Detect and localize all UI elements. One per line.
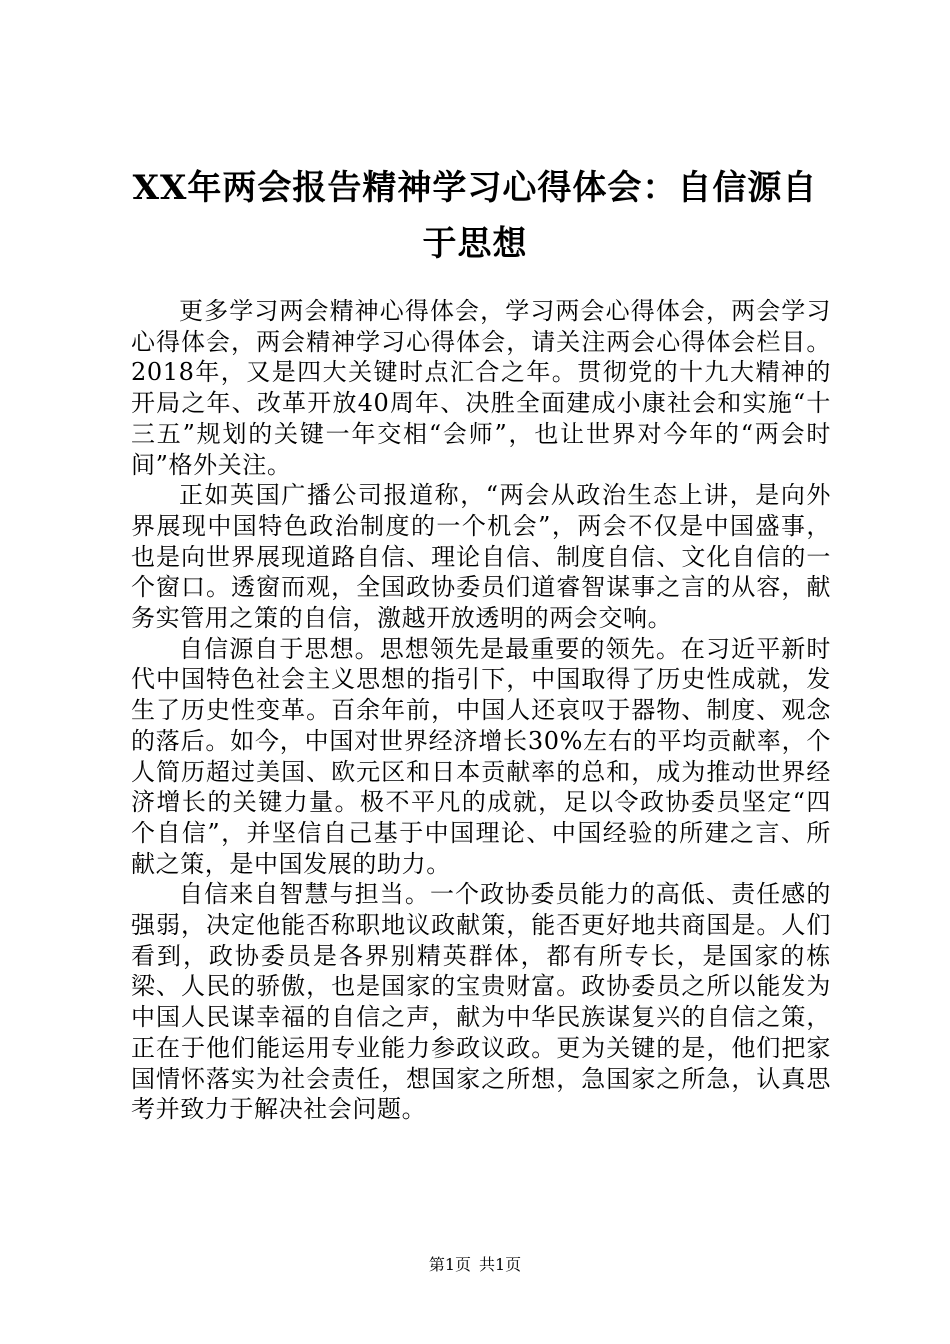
paragraph-4: 自信来自智慧与担当。一个政协委员能力的高低、责任感的强弱，决定他能否称职地议政献策，能否更好地共商国是。人们看到，政协委员是各界别精英群体，都有所专长，是国家的栋梁、人民的骄傲，也是国家的宝贵财富。政协委员之所以能发为中国人民谋幸福的自信之声，献为中华民族谋复兴的自信之策，正在于他们能运用专业能力参政议政。更为关键的是，他们把家国情怀落实为社会责任，想国家之所想，急国家之所急，认真思考并致力于解决社会问题。	[131, 880, 831, 1124]
document-body	[131, 296, 831, 1125]
paragraph-3: 自信源自于思想。思想领先是最重要的领先。在习近平新时代中国特色社会主义思想的指引下，中国取得了历史性成就，发生了历史性变革。百余年前，中国人还哀叹于器物、制度、观念的落后。如今，中国对世界经济增长30%左右的平均贡献率，个人简历超过美国、欧元区和日本贡献率的总和，成为推动世界经济增长的关键力量。极不平凡的成就，足以令政协委员坚定“四个自信”，并坚信自己基于中国理论、中国经验的所建之言、所献之策，是中国发展的助力。	[131, 634, 831, 878]
page-footer	[0, 1255, 950, 1275]
document-title: XX年两会报告精神学习心得体会：自信源自于思想	[132, 168, 818, 264]
page-total: 共1页	[479, 1255, 522, 1274]
paragraph-2: 正如英国广播公司报道称，“两会从政治生态上讲，是向外界展现中国特色政治制度的一个机会”，两会不仅是中国盛事，也是向世界展现道路自信、理论自信、制度自信、文化自信的一个窗口。透窗而观，全国政协委员们道睿智谋事之言的从容，献务实管用之策的自信，激越开放透明的两会交响。	[131, 481, 831, 633]
page-number: 第1页	[428, 1255, 471, 1274]
paragraph-1: 更多学习两会精神心得体会，学习两会心得体会，两会学习心得体会，两会精神学习心得体会，请关注两会心得体会栏目。2018年，又是四大关键时点汇合之年。贯彻党的十九大精神的开局之年、改革开放40周年、决胜全面建成小康社会和实施“十三五”规划的关键一年交相“会师”，也让世界对今年的“两会时间”格外关注。	[131, 297, 831, 479]
